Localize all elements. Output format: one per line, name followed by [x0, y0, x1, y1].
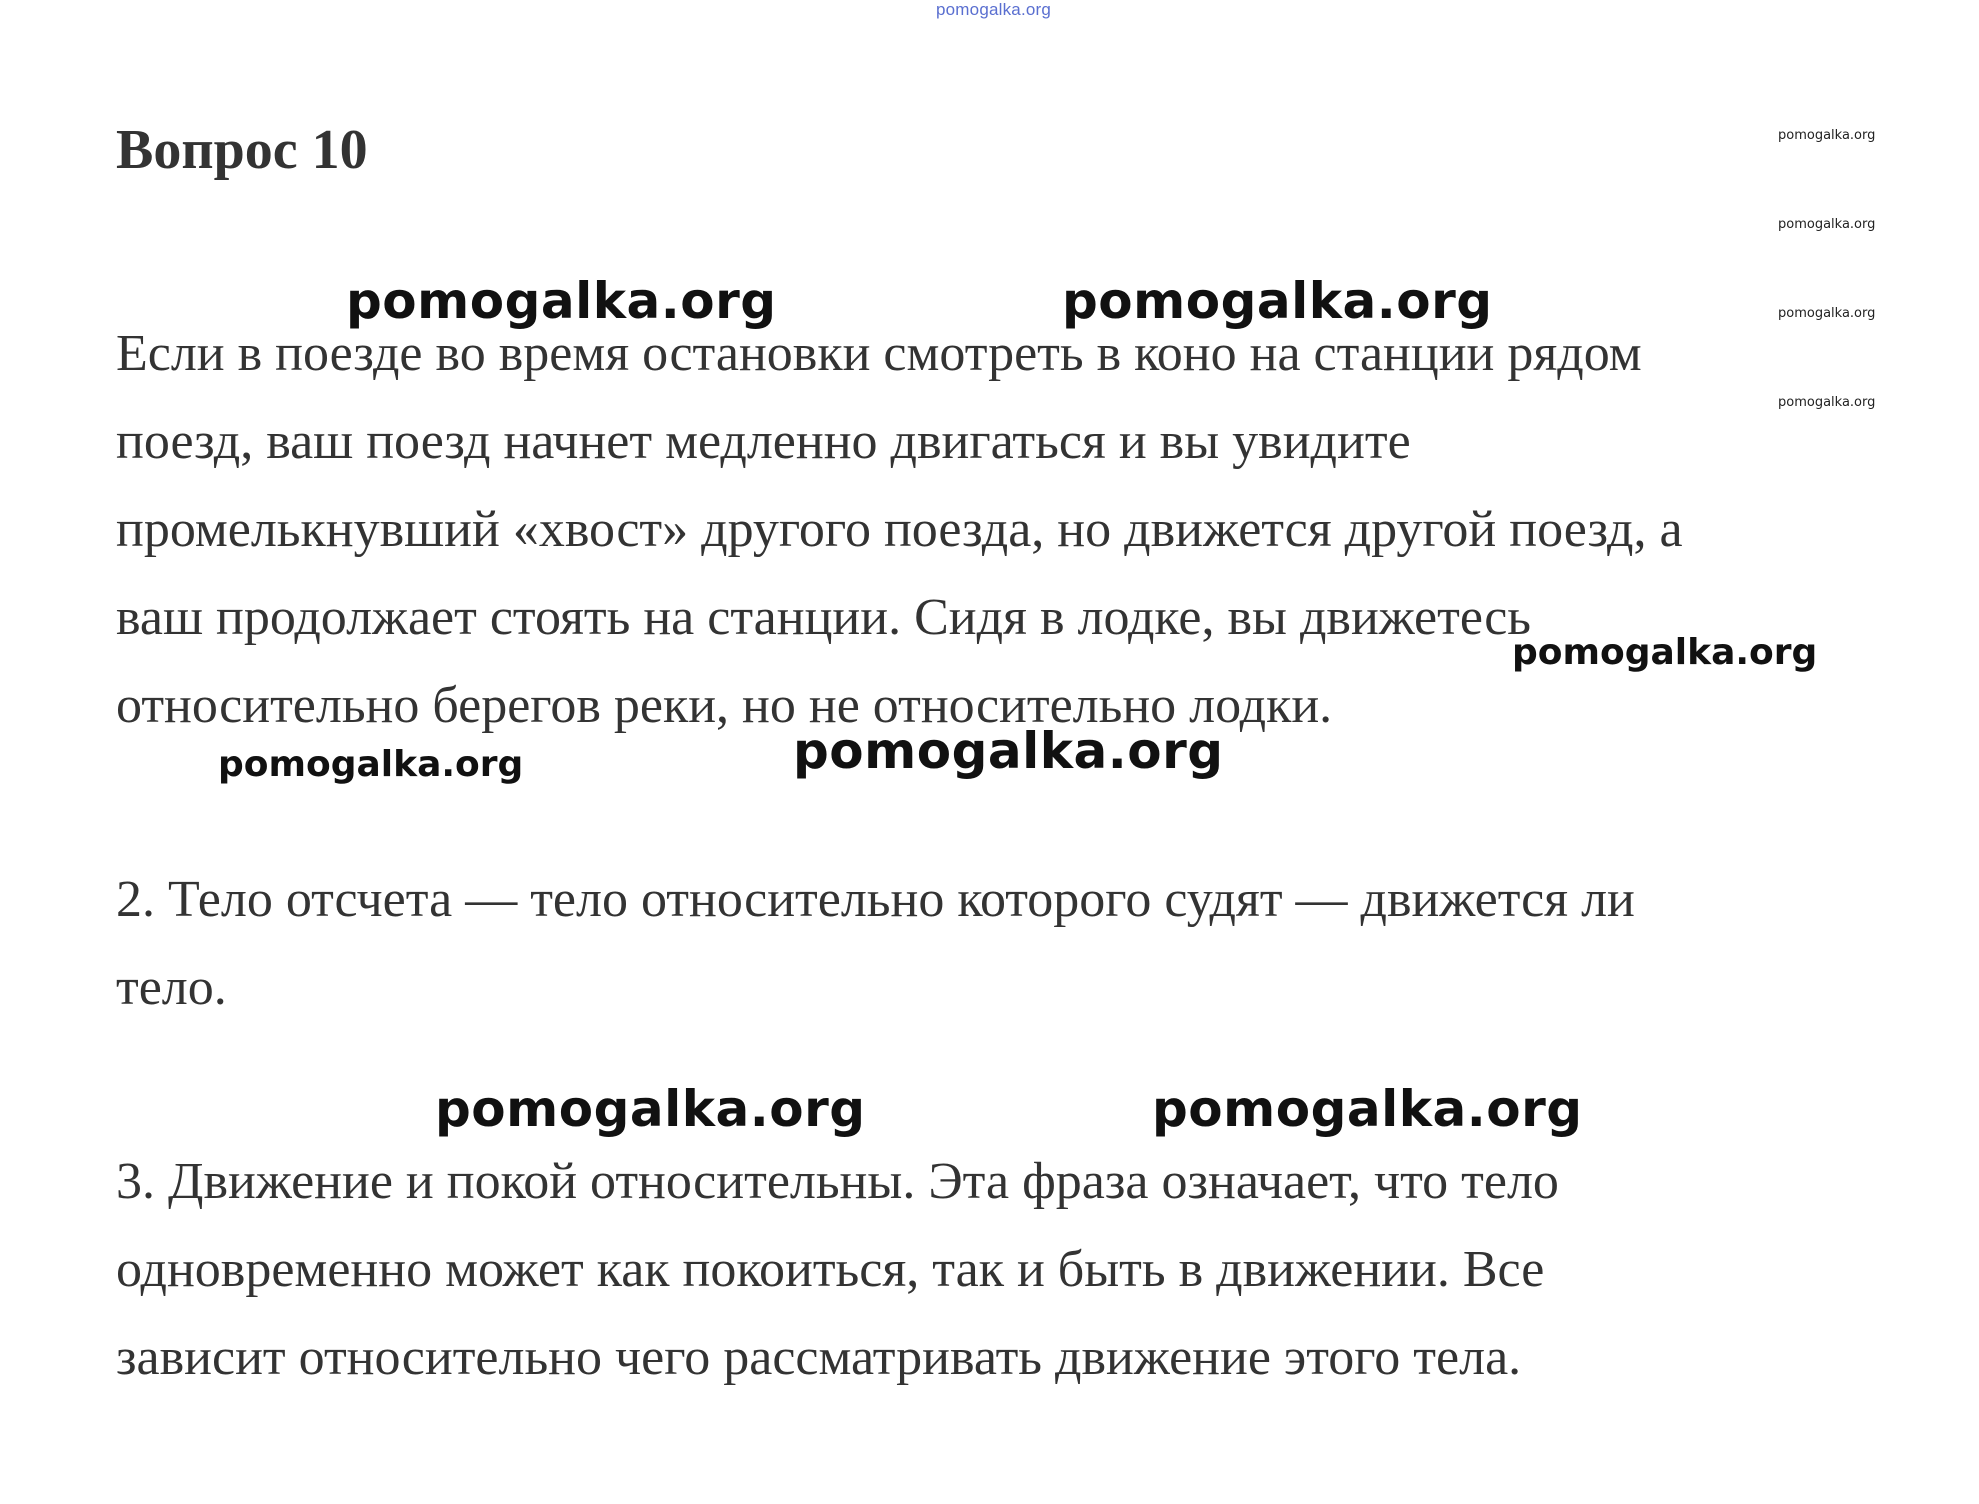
site-link[interactable]: pomogalka.org	[936, 0, 1052, 19]
paragraph-line: поезд, ваш поезд начнет медленно двигаться и вы увидите	[116, 413, 1411, 470]
answer-paragraph-3	[116, 1138, 1559, 1402]
paragraph-line: Если в поезде во время остановки смотреть в коно на станции рядом	[116, 325, 1642, 382]
watermark-small: pomogalka.org	[1778, 306, 1876, 321]
watermark-large: pomogalka.org	[1062, 272, 1493, 330]
watermark-medium: pomogalka.org	[1512, 632, 1818, 673]
paragraph-line: 3. Движение и покой относительны. Эта фраза означает, что тело	[116, 1153, 1559, 1210]
answer-paragraph-2	[116, 856, 1635, 1032]
watermark-large: pomogalka.org	[793, 722, 1224, 780]
watermark-small: pomogalka.org	[1778, 217, 1876, 232]
paragraph-line: промелькнувший «хвост» другого поезда, но движется другой поезд, а	[116, 501, 1683, 558]
paragraph-line: ваш продолжает стоять на станции. Сидя в лодке, вы движетесь	[116, 589, 1532, 646]
paragraph-line: 2. Тело отсчета — тело относительно которого судят — движется ли	[116, 871, 1635, 928]
watermark-medium: pomogalka.org	[218, 744, 524, 785]
watermark-small: pomogalka.org	[1778, 128, 1876, 143]
watermark-large: pomogalka.org	[435, 1080, 866, 1138]
watermark-large: pomogalka.org	[1152, 1080, 1583, 1138]
page-title: Вопрос 10	[116, 119, 368, 181]
answer-paragraph-1	[116, 310, 1683, 750]
paragraph-line: тело.	[116, 959, 227, 1016]
watermark-small: pomogalka.org	[1778, 395, 1876, 410]
paragraph-line: зависит относительно чего рассматривать движение этого тела.	[116, 1329, 1522, 1386]
paragraph-line: относительно берегов реки, но не относительно лодки.	[116, 677, 1333, 734]
watermark-large: pomogalka.org	[346, 272, 777, 330]
paragraph-line: одновременно может как покоиться, так и быть в движении. Все	[116, 1241, 1545, 1298]
